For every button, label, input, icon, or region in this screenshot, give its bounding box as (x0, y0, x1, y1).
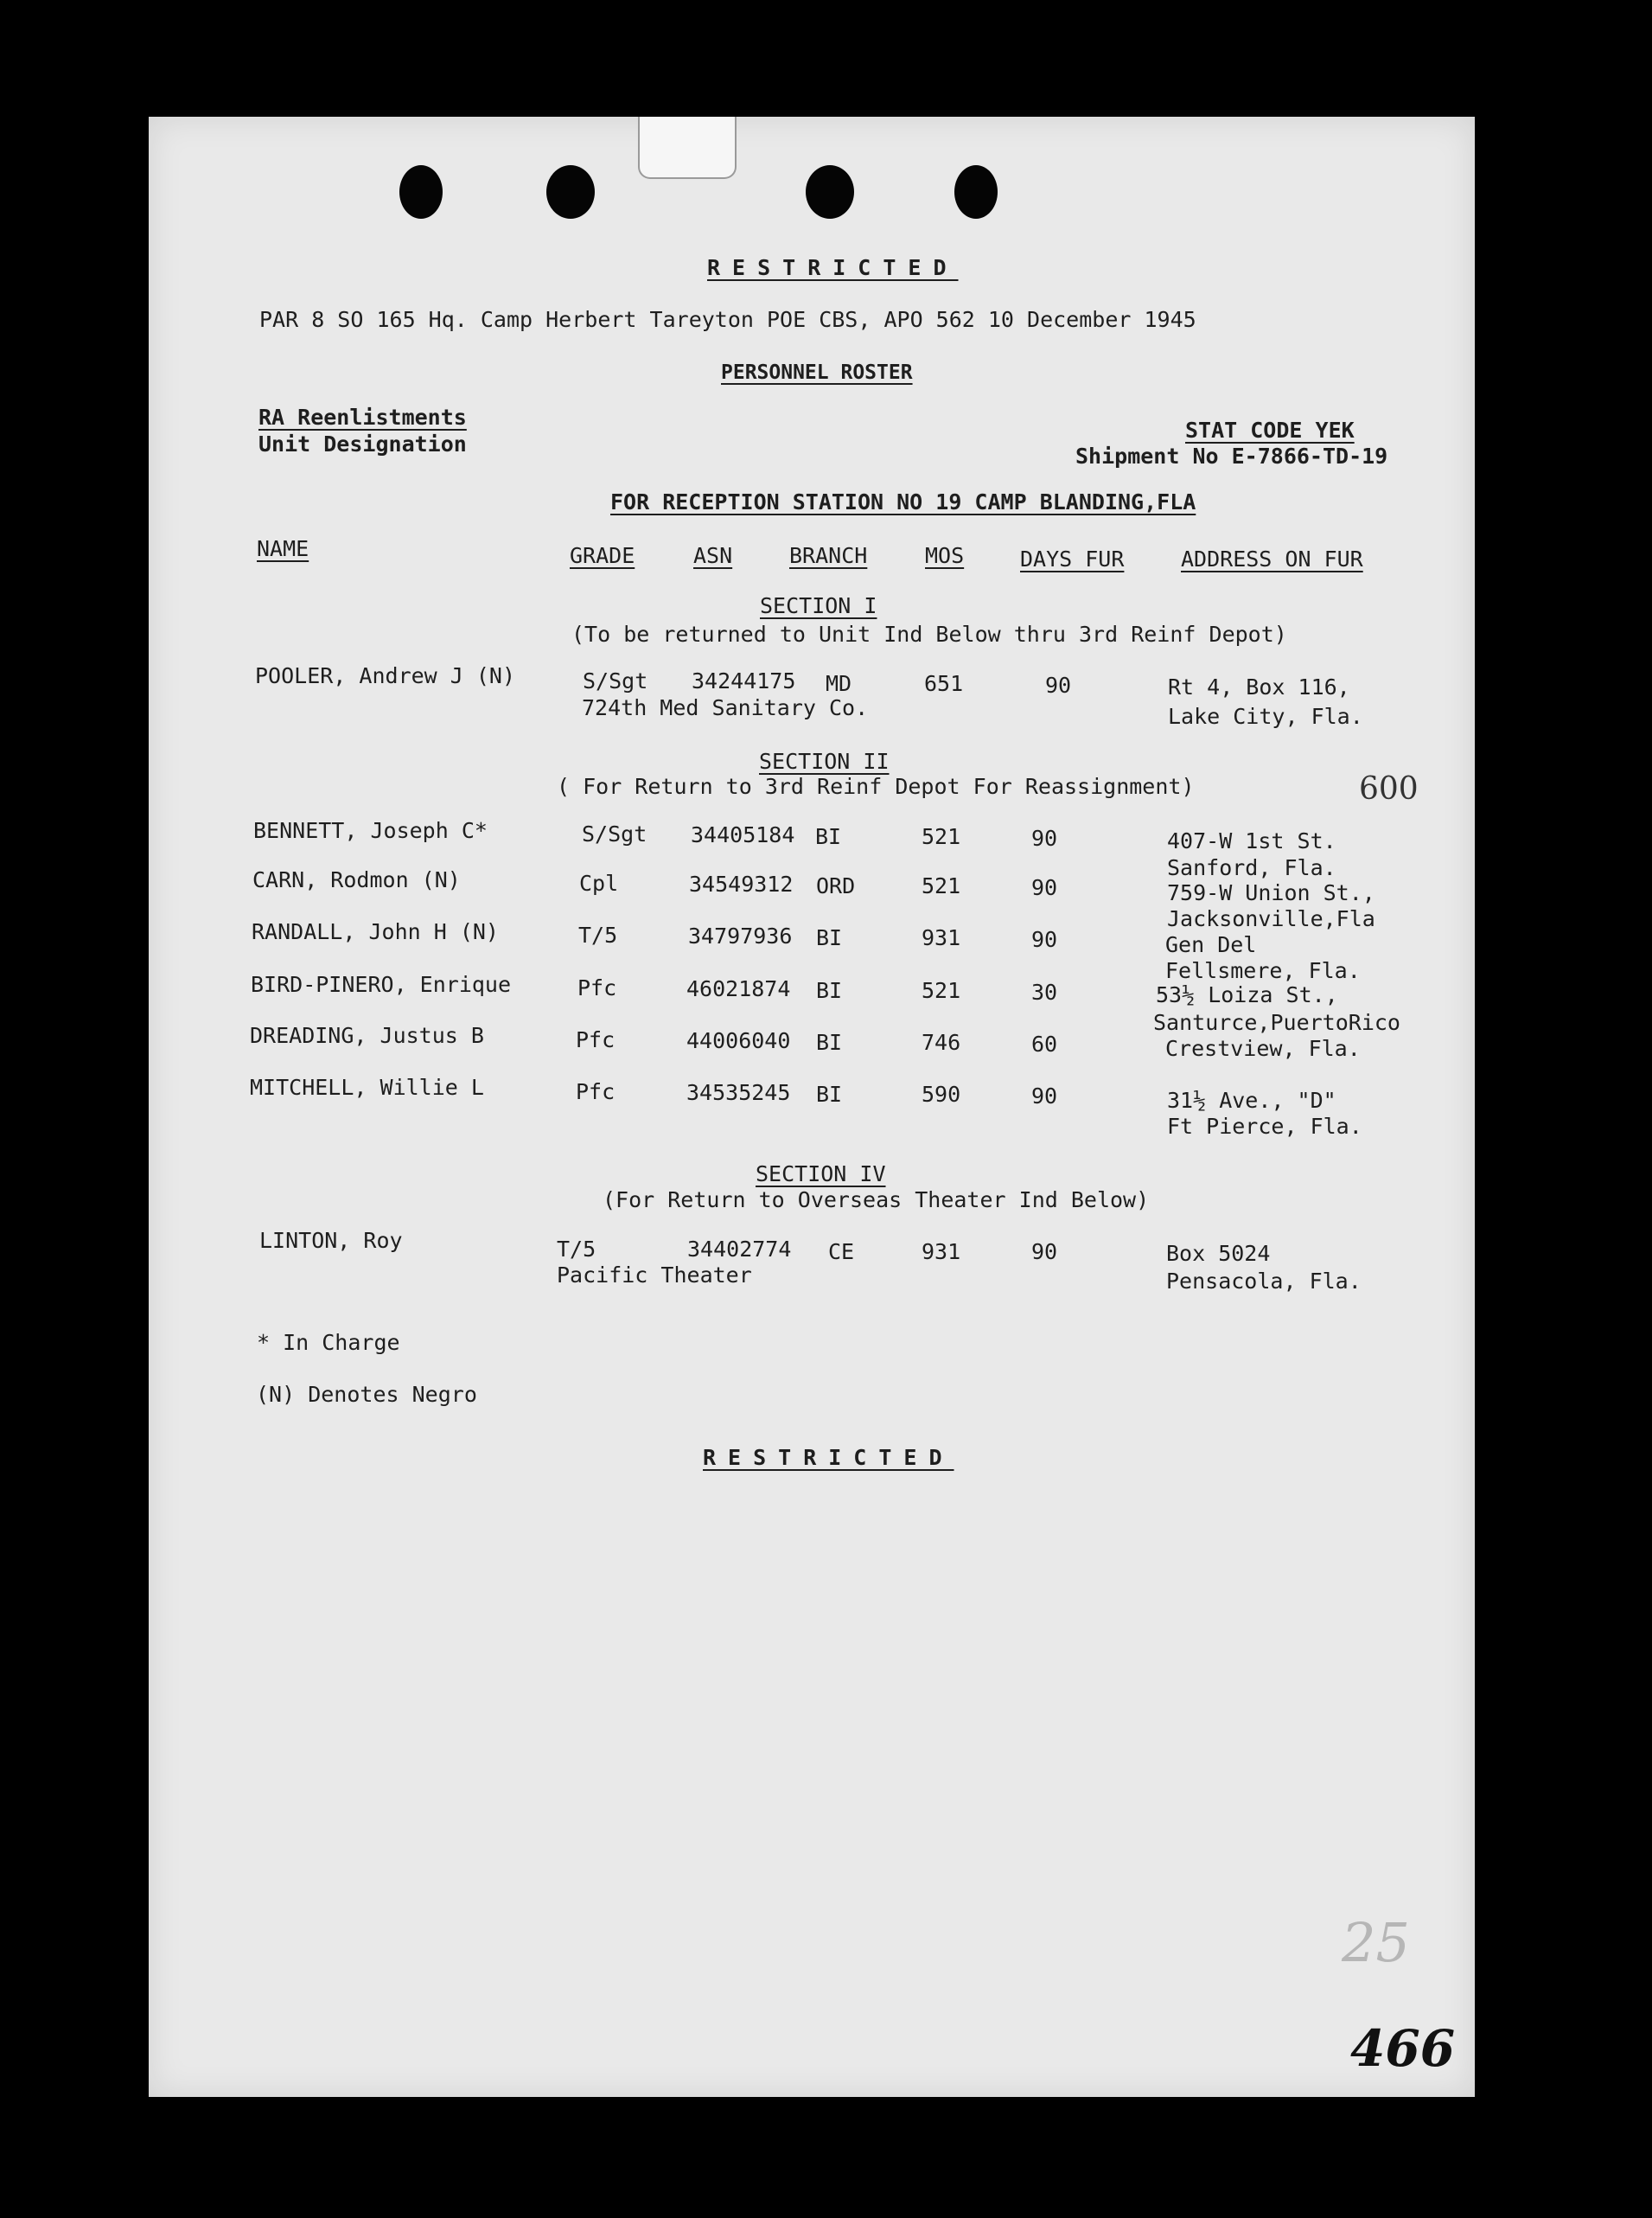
person-grade: T/5 (578, 923, 618, 948)
person-address-line2: Santurce,PuertoRico (1153, 1010, 1400, 1035)
person-days: 90 (1031, 1083, 1058, 1109)
person-name: BENNETT, Joseph C* (253, 818, 488, 843)
col-name: NAME (257, 536, 309, 561)
person-asn: 34405184 (691, 822, 795, 847)
person-days: 30 (1031, 980, 1058, 1005)
person-grade: S/Sgt (582, 821, 647, 847)
person-mos: 590 (922, 1082, 961, 1107)
person-address-line2: Fellsmere, Fla. (1165, 958, 1361, 983)
person-address-line1: Crestview, Fla. (1165, 1036, 1361, 1061)
unit-designation-label: Unit Designation (258, 431, 467, 457)
section2-title: SECTION II (759, 749, 890, 774)
person-address-line1: Rt 4, Box 116, (1168, 674, 1350, 700)
person-grade: Pfc (577, 975, 617, 1000)
person-mos: 931 (922, 1239, 961, 1264)
person-asn: 34244175 (692, 668, 796, 694)
person-address-line1: 31½ Ave., "D" (1167, 1088, 1336, 1113)
person-address-line2: Sanford, Fla. (1167, 855, 1336, 880)
person-asn: 46021874 (686, 976, 791, 1001)
punch-hole (399, 165, 443, 219)
section4-title: SECTION IV (756, 1161, 886, 1186)
person-name: BIRD-PINERO, Enrique (251, 972, 512, 997)
person-days: 90 (1031, 826, 1058, 851)
person-name: DREADING, Justus B (250, 1023, 484, 1048)
col-asn: ASN (693, 543, 733, 568)
person-days: 90 (1031, 875, 1058, 900)
person-asn: 44006040 (686, 1028, 791, 1053)
col-days-fur: DAYS FUR (1020, 547, 1125, 572)
footnote-in-charge: * In Charge (257, 1330, 400, 1355)
roster-title: PERSONNEL ROSTER (721, 361, 913, 384)
person-asn: 34535245 (686, 1080, 791, 1105)
person-mos: 521 (922, 978, 961, 1003)
person-branch: BI (816, 978, 843, 1003)
person-mos: 651 (924, 671, 964, 696)
person-branch: ORD (816, 873, 856, 898)
stat-code: STAT CODE YEK (1185, 418, 1355, 443)
person-days: 90 (1045, 673, 1072, 698)
person-address-line2: Lake City, Fla. (1168, 704, 1363, 729)
person-name: RANDALL, John H (N) (252, 919, 499, 944)
person-days: 90 (1031, 1239, 1058, 1264)
person-branch: CE (828, 1239, 855, 1264)
document-page (149, 117, 1475, 2097)
person-address-line1: 407-W 1st St. (1167, 828, 1336, 853)
person-asn: 34549312 (689, 872, 794, 897)
page-number: 466 (1350, 2019, 1456, 2078)
person-asn: 34797936 (688, 924, 793, 949)
person-address-line1: 759-W Union St., (1167, 880, 1375, 905)
person-unit: Pacific Theater (557, 1262, 752, 1288)
person-days: 90 (1031, 927, 1058, 952)
destination: FOR RECEPTION STATION NO 19 CAMP BLANDING,FLA (610, 489, 1196, 515)
pencil-number: 25 (1342, 1911, 1410, 1974)
footer-restricted: RESTRICTED (703, 1445, 954, 1470)
person-name: CARN, Rodmon (N) (252, 867, 461, 892)
punch-hole (806, 165, 854, 219)
person-mos: 746 (922, 1030, 961, 1055)
orders-line: PAR 8 SO 165 Hq. Camp Herbert Tareyton POE CBS, APO 562 10 December 1945 (259, 307, 1196, 332)
section1-title: SECTION I (760, 593, 877, 618)
person-asn: 34402774 (687, 1237, 792, 1262)
section2-subtitle: ( For Return to 3rd Reinf Depot For Reassignment) (557, 774, 1195, 799)
paper-tab (638, 117, 737, 179)
punch-hole (954, 165, 998, 219)
person-name: MITCHELL, Willie L (250, 1075, 484, 1100)
reenlistments-label: RA Reenlistments (258, 405, 467, 430)
footnote-negro: (N) Denotes Negro (256, 1382, 477, 1407)
person-mos: 521 (922, 824, 961, 849)
person-address-line1: Box 5024 (1166, 1241, 1271, 1266)
person-address-line1: Gen Del (1165, 932, 1257, 957)
person-grade: Cpl (579, 871, 619, 896)
person-name: POOLER, Andrew J (N) (255, 663, 516, 688)
stamp-number: 600 (1359, 771, 1419, 807)
person-branch: BI (815, 824, 842, 849)
person-branch: BI (816, 1082, 843, 1107)
person-name: LINTON, Roy (259, 1228, 403, 1253)
person-grade: T/5 (557, 1237, 596, 1262)
header-restricted: RESTRICTED (707, 255, 959, 280)
person-address-line2: Ft Pierce, Fla. (1167, 1114, 1362, 1139)
person-unit: 724th Med Sanitary Co. (582, 695, 869, 720)
person-mos: 521 (922, 873, 961, 898)
shipment-number: Shipment No E-7866-TD-19 (1075, 444, 1388, 469)
person-grade: Pfc (576, 1027, 616, 1052)
person-mos: 931 (922, 925, 961, 950)
person-branch: BI (816, 925, 843, 950)
person-grade: Pfc (576, 1079, 616, 1104)
col-mos: MOS (925, 543, 965, 568)
person-grade: S/Sgt (583, 668, 648, 694)
col-grade: GRADE (570, 543, 635, 568)
col-branch: BRANCH (789, 543, 868, 568)
punch-hole (546, 165, 595, 219)
person-days: 60 (1031, 1032, 1058, 1057)
section1-subtitle: (To be returned to Unit Ind Below thru 3rd Reinf Depot) (571, 622, 1287, 647)
person-branch: MD (826, 671, 852, 696)
person-address-line2: Pensacola, Fla. (1166, 1269, 1362, 1294)
col-address: ADDRESS ON FUR (1181, 547, 1363, 572)
person-address-line1: 53½ Loiza St., (1156, 982, 1338, 1007)
person-address-line2: Jacksonville,Fla (1167, 906, 1375, 931)
section4-subtitle: (For Return to Overseas Theater Ind Below) (603, 1187, 1150, 1212)
person-branch: BI (816, 1030, 843, 1055)
